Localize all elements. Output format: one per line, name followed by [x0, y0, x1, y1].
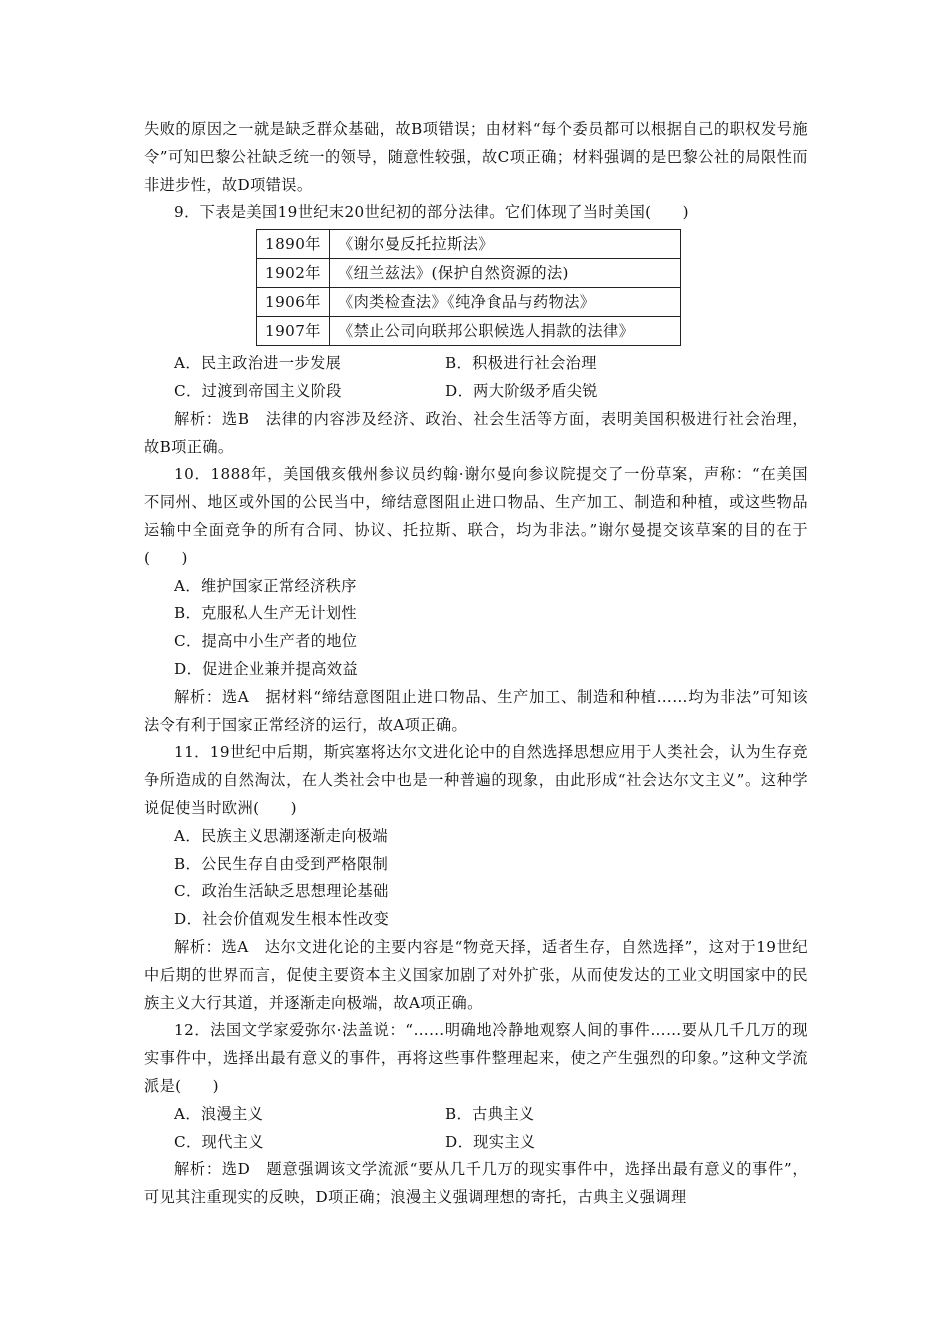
table-row: [257, 317, 681, 346]
law-name: 《纽兰兹法》(保护自然资源的法): [330, 259, 681, 288]
law-year: 1907年: [257, 317, 330, 346]
table-row: [257, 288, 681, 317]
law-name: 《肉类检查法》《纯净食品与药物法》: [330, 288, 681, 317]
q11-stem: 11．19世纪中后期，斯宾塞将达尔文进化论中的自然选择思想应用于人类社会，认为生存竞争所造成的自然淘汰，在人类社会中也是一种普遍的现象，由此形成“社会达尔文主义”。这种学说促使当时欧洲( ): [144, 743, 808, 817]
law-year: 1906年: [257, 288, 330, 317]
table-row: [257, 259, 681, 288]
q11-option-a: A．民族主义思潮逐渐走向极端: [174, 826, 389, 845]
document-page: [144, 116, 808, 1212]
q9-law-table: [256, 229, 681, 346]
intro-paragraph: 失败的原因之一就是缺乏群众基础，故B项错误；由材料“每个委员都可以根据自己的职权发号施令”可知巴黎公社缺乏统一的领导，随意性较强，故C项正确；材料强调的是巴黎公社的局限性而非进步性，故D项错误。: [144, 120, 808, 194]
q12-option-a: A．浪漫主义: [174, 1104, 264, 1123]
law-name: 《谢尔曼反托拉斯法》: [330, 230, 681, 259]
q9-option-d: D．两大阶级矛盾尖锐: [445, 381, 598, 400]
q11-option-c: C．政治生活缺乏思想理论基础: [174, 882, 389, 901]
q12-option-d: D．现实主义: [445, 1132, 536, 1151]
q9-option-a: A．民主政治进一步发展: [174, 354, 342, 373]
q10-stem: 10．1888年，美国俄亥俄州参议员约翰·谢尔曼向参议院提交了一份草案，声称：“在美国不同州、地区或外国的公民当中，缔结意图阻止进口物品、生产加工、制造和种植，或这些物品运输中全面竞争的所有合同、协议、托拉斯、联合，均为非法。”谢尔曼提交该草案的目的在于( ): [144, 465, 808, 567]
q10-option-c: C．提高中小生产者的地位: [174, 632, 358, 651]
q11-option-b: B．公民生存自由受到严格限制: [174, 854, 389, 873]
q10-option-b: B．克服私人生产无计划性: [174, 604, 358, 623]
q12-options-row-1: [144, 1101, 808, 1129]
law-year: 1902年: [257, 259, 330, 288]
law-name: 《禁止公司向联邦公职候选人捐款的法律》: [330, 317, 681, 346]
q10-option-d: D．促进企业兼并提高效益: [174, 659, 359, 678]
q11-analysis: 解析：选A 达尔文进化论的主要内容是“物竞天择，适者生存，自然选择”，这对于19世纪中后期的世界而言，促使主要资本主义国家加剧了对外扩张，从而使发达的工业文明国家中的民族主义大行其道，并逐渐走向极端，故A项正确。: [144, 937, 808, 1012]
q9-options-row-1: [144, 350, 808, 378]
q12-stem: 12．法国文学家爱弥尔·法盖说：“……明确地冷静地观察人间的事件……要从几千几万的现实事件中，选择出最有意义的事件，再将这些事件整理起来，使之产生强烈的印象。”这种文学流派是( ): [144, 1021, 808, 1095]
q10-option-a: A．维护国家正常经济秩序: [174, 576, 357, 595]
q12-options-row-2: [144, 1129, 808, 1157]
table-row: [257, 230, 681, 259]
q12-option-c: C．现代主义: [174, 1132, 264, 1151]
q9-options-row-2: [144, 378, 808, 406]
q12-analysis: 解析：选D 题意强调该文学流派“要从几千几万的现实事件中，选择出最有意义的事件”，可见其注重现实的反映，D项正确；浪漫主义强调理想的寄托，古典主义强调理: [144, 1160, 808, 1207]
q12-option-b: B．古典主义: [445, 1104, 535, 1123]
q9-option-c: C．过渡到帝国主义阶段: [174, 381, 342, 400]
law-year: 1890年: [257, 230, 330, 259]
q9-stem: 9．下表是美国19世纪末20世纪初的部分法律。它们体现了当时美国( ): [174, 203, 690, 222]
q11-option-d: D．社会价值观发生根本性改变: [174, 910, 390, 929]
q9-analysis: 解析：选B 法律的内容涉及经济、政治、社会生活等方面，表明美国积极进行社会治理，故B项正确。: [144, 409, 808, 456]
q9-option-b: B．积极进行社会治理: [445, 354, 597, 373]
q10-analysis: 解析：选A 据材料“缔结意图阻止进口物品、生产加工、制造和种植……均为非法”可知该法令有利于国家正常经济的运行，故A项正确。: [144, 687, 808, 734]
